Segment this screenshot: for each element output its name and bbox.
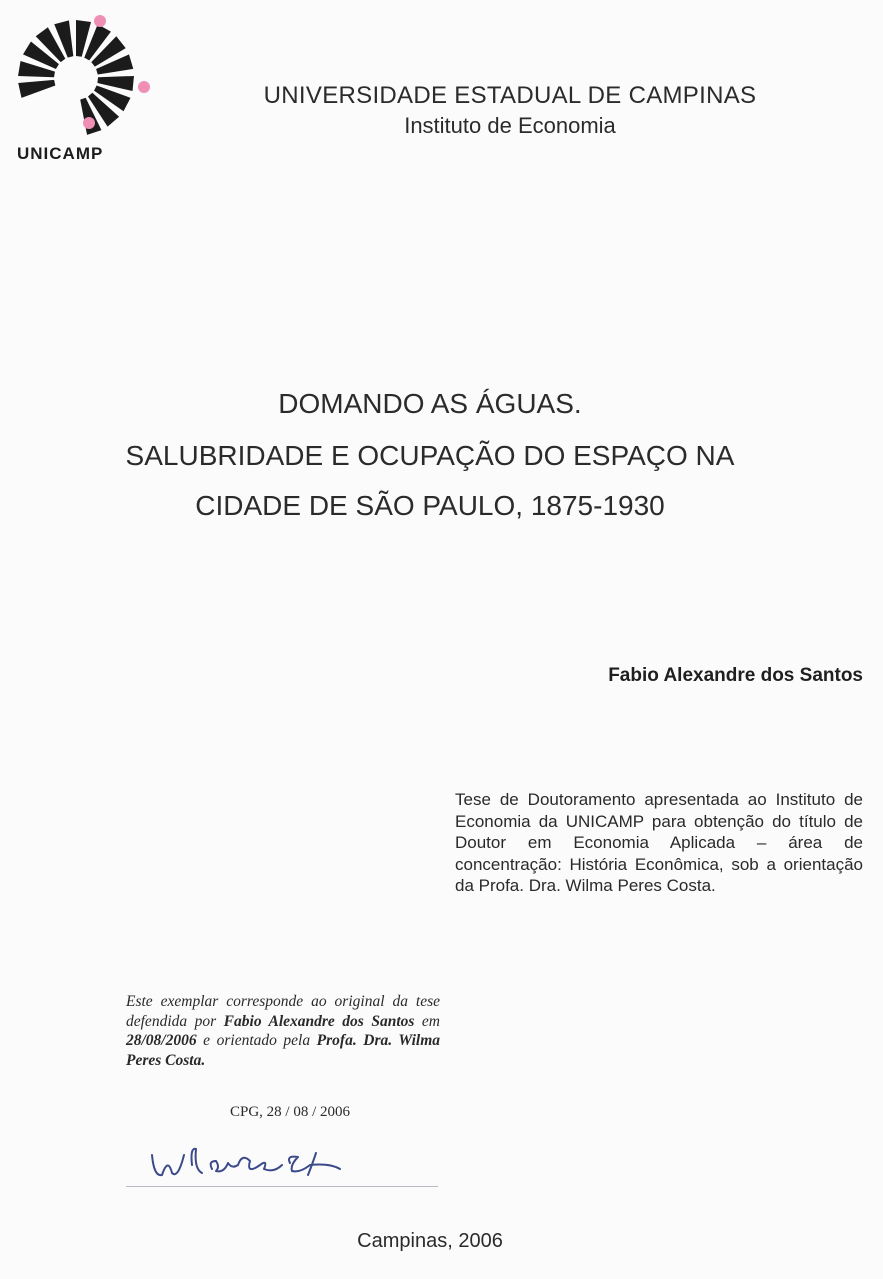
unicamp-logo	[14, 14, 154, 163]
certification-note	[126, 992, 440, 1070]
certification-date: 28/08/2006	[126, 1032, 197, 1049]
thesis-title-line-2: SALUBRIDADE E OCUPAÇÃO DO ESPAÇO NA	[125, 440, 735, 471]
logo-ray	[18, 80, 55, 98]
logo-text: UNICAMP	[17, 144, 104, 163]
university-name: UNIVERSIDADE ESTADUAL DE CAMPINAS	[263, 82, 757, 109]
certification-author: Fabio Alexandre dos Santos	[223, 1012, 415, 1030]
thesis-title-line-3: CIDADE DE SÃO PAULO, 1875-1930	[195, 490, 665, 521]
certification-text-2: em	[414, 1012, 440, 1030]
certification-text-3: e orientado pela	[196, 1032, 317, 1049]
handwritten-signature	[140, 1135, 410, 1185]
signature-line	[126, 1186, 438, 1187]
cpg-date: CPG, 28 / 08 / 2006	[230, 1104, 351, 1120]
city-year: Campinas, 2006	[357, 1230, 503, 1252]
unicamp-emblem-icon	[14, 14, 154, 139]
author-name: Fabio Alexandre dos Santos	[608, 665, 863, 686]
thesis-title-line-1: DOMANDO AS ÁGUAS.	[278, 388, 582, 419]
certification-text-1: Este exemplar corresponde ao original da tese defendida por	[126, 993, 440, 1030]
certification-advisor: Profa. Dra. Wilma Peres Costa.	[126, 1032, 441, 1069]
thesis-description: Tese de Doutoramento apresentada ao Instituto de Economia da UNICAMP para obtenção do título de Doutor em Economia Aplicada – área de concentração: História Econômica, sob a orientação da Profa. Dra. Wilma Peres Costa.	[455, 790, 863, 895]
institute-name: Instituto de Economia	[404, 113, 616, 138]
